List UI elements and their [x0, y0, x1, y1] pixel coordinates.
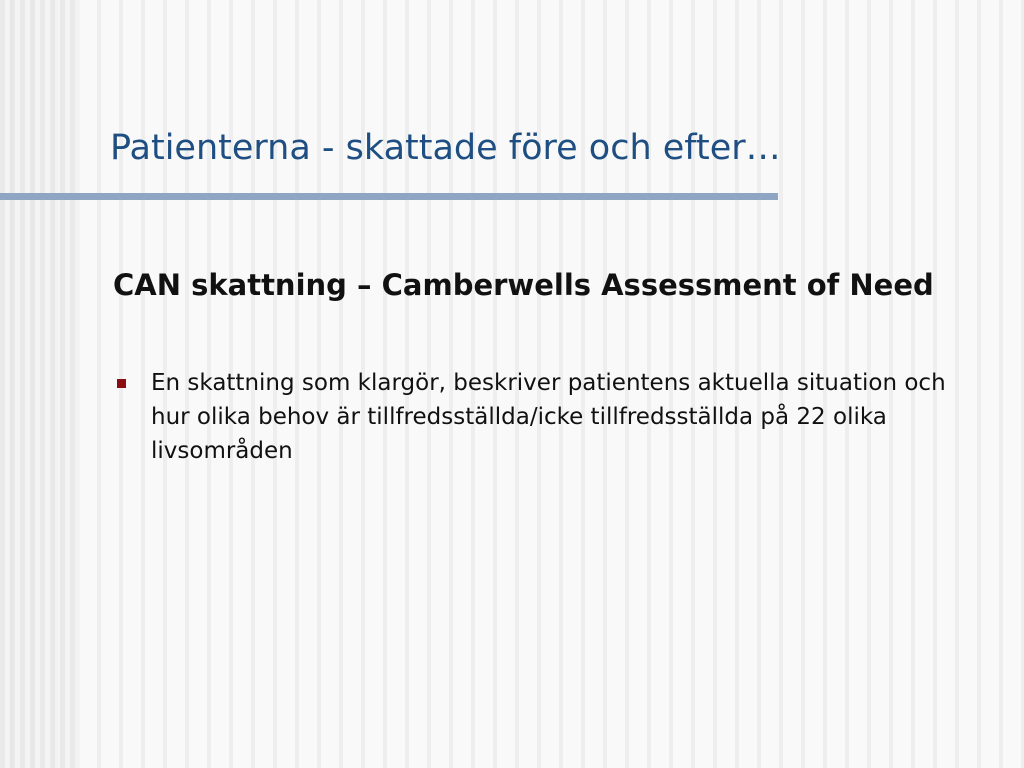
bullet-list — [113, 366, 953, 468]
square-bullet-icon — [117, 379, 126, 388]
background-stripe-band — [0, 0, 80, 768]
title-divider — [0, 193, 778, 200]
slide-subheading: CAN skattning – Camberwells Assessment of Need — [113, 268, 934, 302]
bullet-item — [113, 366, 953, 468]
slide-title: Patienterna - skattade före och efter… — [110, 128, 781, 168]
bullet-text: En skattning som klargör, beskriver patientens aktuella situation och hur olika behov är tillfredsställda/icke tillfredsställda på 22 olika livsområden — [151, 370, 946, 464]
